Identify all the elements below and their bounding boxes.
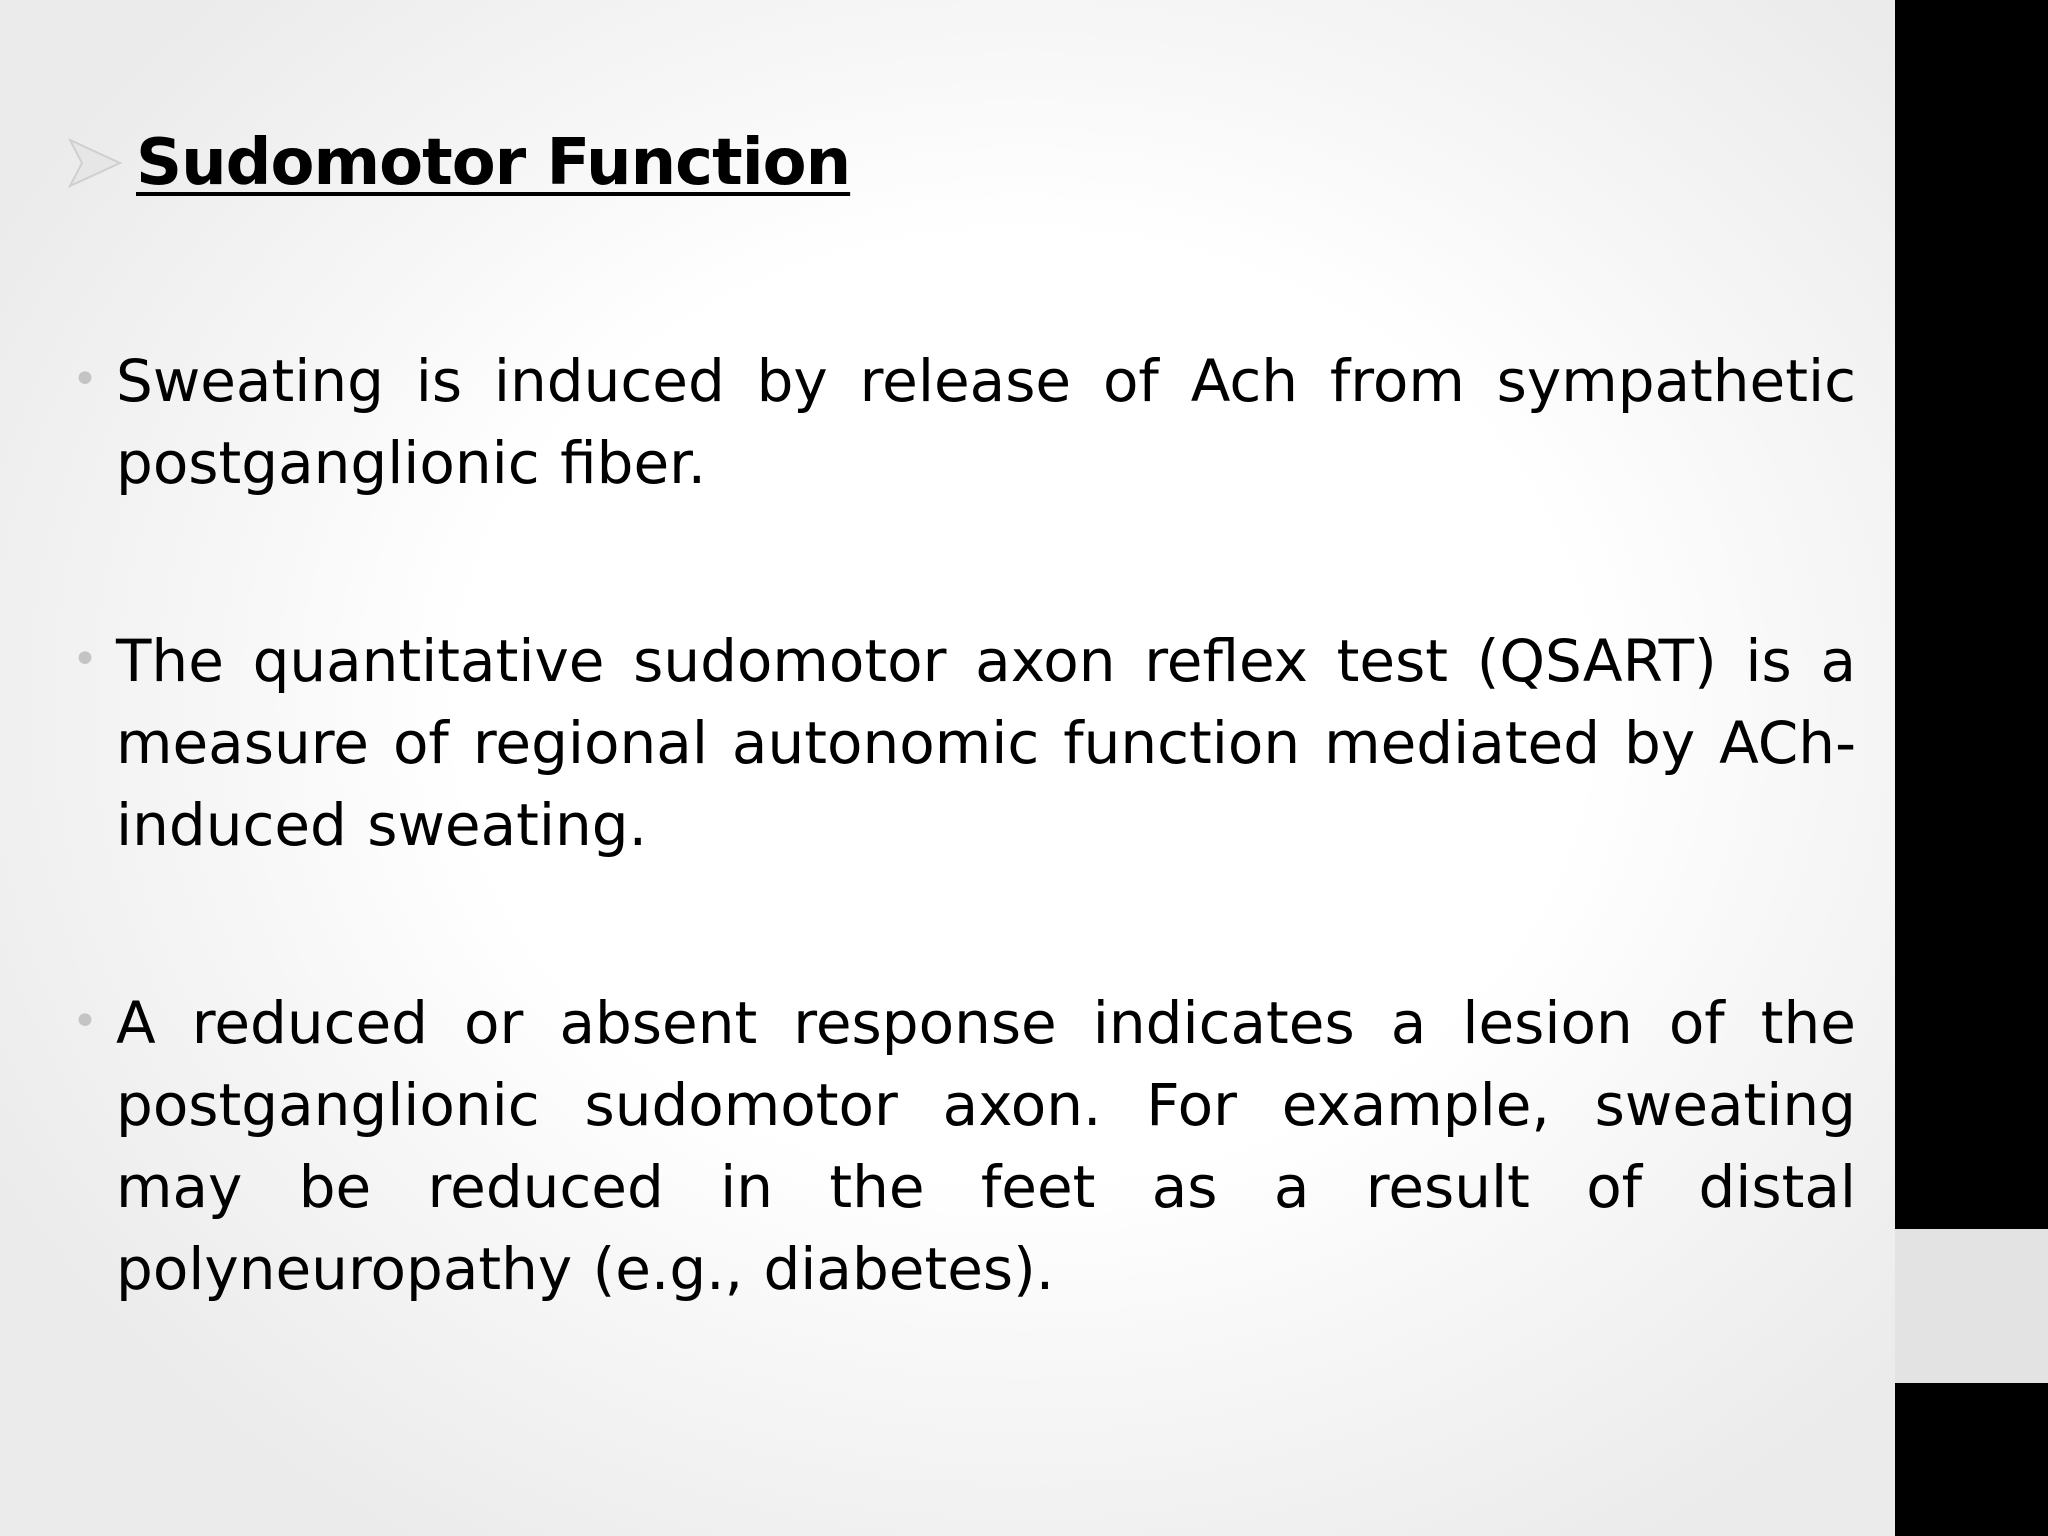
dot-bullet-icon: •	[72, 354, 98, 405]
title-row	[66, 118, 850, 208]
bullet-text: Sweating is induced by release of Ach from sympathetic postganglionic fiber.	[116, 347, 1856, 497]
bullet-text: The quantitative sudomotor axon reflex test (QSART) is a measure of regional autonomic function mediated by ACh-induced sweating.	[116, 627, 1856, 859]
dot-bullet-icon: •	[72, 996, 98, 1047]
dot-bullet-icon: •	[72, 634, 98, 685]
side-bar-bottom	[1895, 1383, 2048, 1536]
slide-title: Sudomotor Function	[136, 126, 851, 200]
arrowhead-bullet-icon	[66, 134, 124, 192]
side-bar-top	[1895, 0, 2048, 1229]
bullet-text: A reduced or absent response indicates a lesion of the postganglionic sudomotor axon. For example, sweating may be reduced in the feet as a result of distal polyneuropathy (e.g., diabetes).	[116, 989, 1856, 1303]
side-bar-band	[1895, 1229, 2048, 1383]
